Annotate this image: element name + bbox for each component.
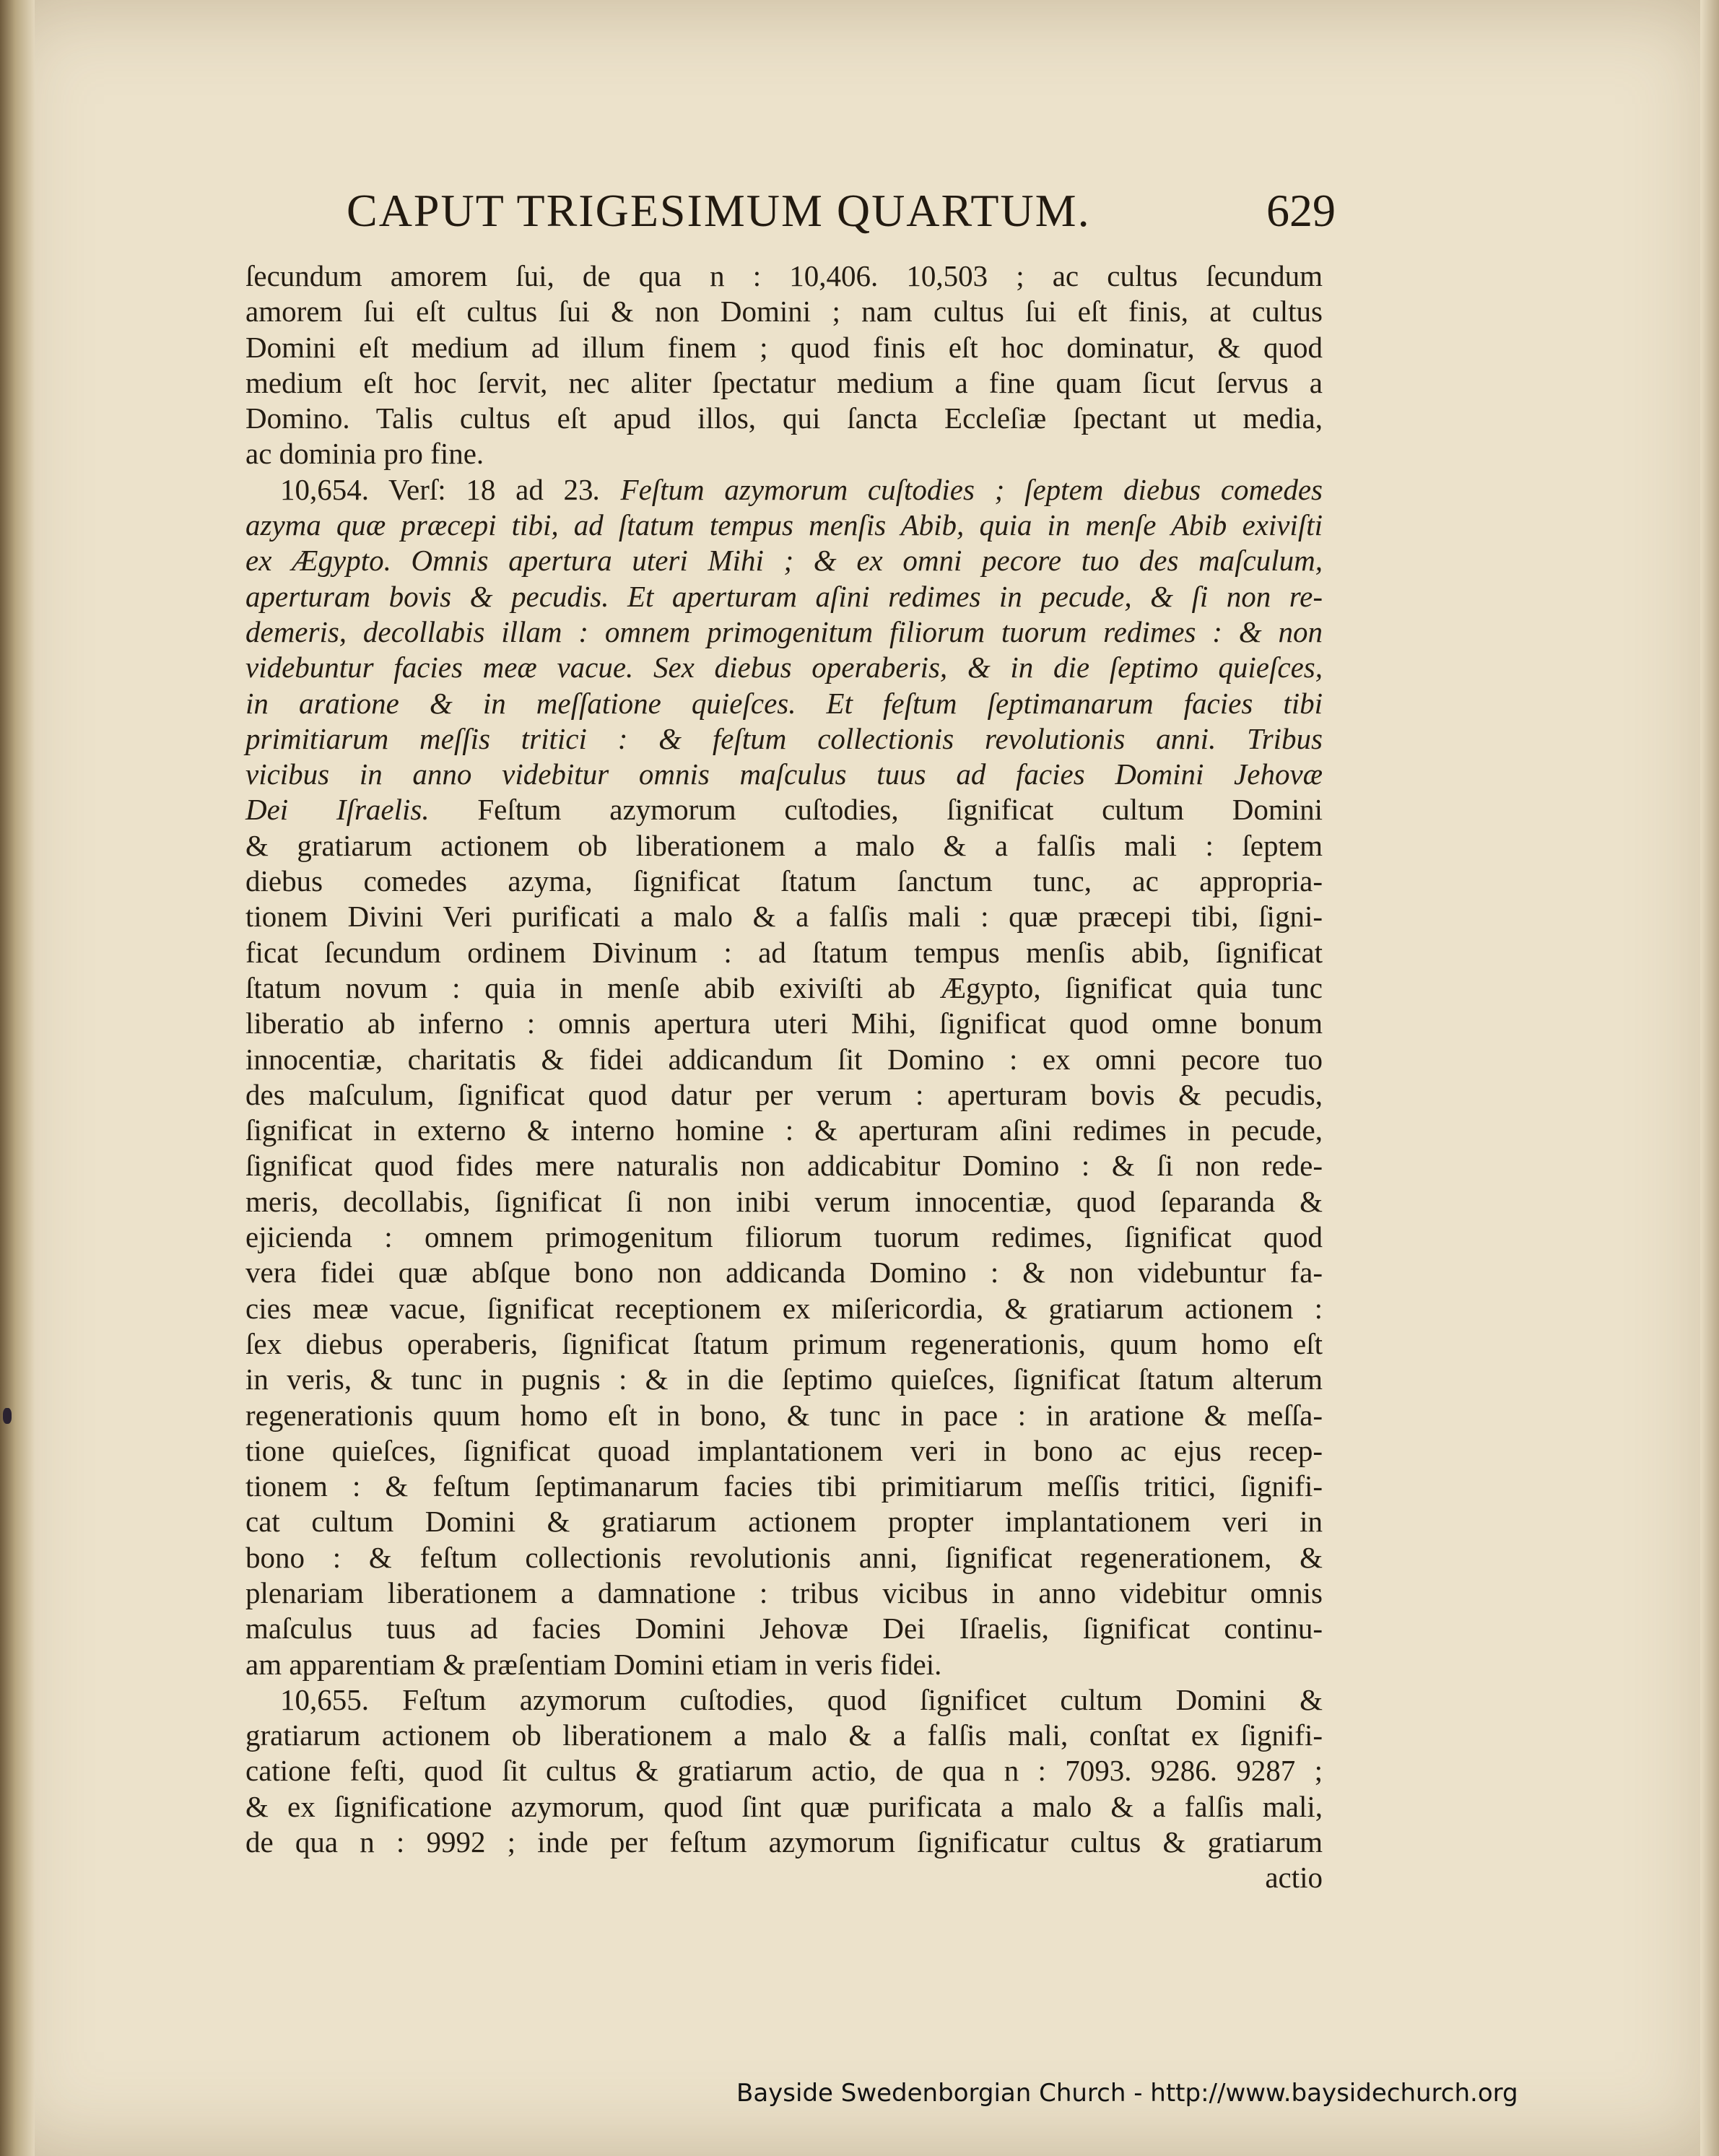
text-line: catione feſti, quod ſit cultus & gratiarum actio, de qua n : 7093. 9286. 9287 ;	[245, 1754, 1323, 1788]
text-line: plenariam liberationem a damnatione : tribus vicibus in anno videbitur omnis	[245, 1575, 1323, 1609]
text-line: ejicienda : omnem primogenitum filiorum tuorum redimes, ſignificat quod	[245, 1220, 1323, 1254]
text-line: ficat ſecundum ordinem Divinum : ad ſtatum tempus menſis abib, ſignificat	[245, 935, 1323, 969]
text-line: tionem : & feſtum ſeptimanarum facies tibi primitiarum meſſis tritici, ſignifi-	[245, 1469, 1323, 1503]
text-line: Domino. Talis cultus eſt apud illos, qui ſancta Eccleſiæ ſpectant ut media,	[245, 401, 1323, 435]
text-line: demeris, decollabis illam : omnem primogenitum filiorum tuorum redimes : & non	[245, 614, 1323, 648]
text-line: aperturam bovis & pecudis. Et aperturam aſini redimes in pecude, & ſi non re-	[245, 579, 1323, 613]
text-line: 10,655. Feſtum azymorum cuſtodies, quod ſignificet cultum Domini &	[280, 1682, 1323, 1716]
text-line: ſignificat in externo & interno homine : & aperturam aſini redimes in pecude,	[245, 1113, 1323, 1147]
text-line: ſignificat quod fides mere naturalis non addicabitur Domino : & ſi non rede-	[245, 1149, 1323, 1183]
text-line: de qua n : 9992 ; inde per feſtum azymorum ſignificatur cultus & gratiarum	[245, 1825, 1323, 1859]
chapter-title: CAPUT TRIGESIMUM QUARTUM.	[347, 185, 1091, 236]
text-line: & ex ſignificatione azymorum, quod ſint quæ purificata a malo & a falſis mali,	[245, 1789, 1323, 1823]
text-line: in veris, & tunc in pugnis : & in die ſeptimo quieſces, ſignificat ſtatum alterum	[245, 1362, 1323, 1396]
text-line: azyma quæ præcepi tibi, ad ſtatum tempus menſis Abib, quia in menſe Abib exiviſti	[245, 508, 1323, 542]
text-line: ex Ægypto. Omnis apertura uteri Mihi ; & ex omni pecore tuo des maſculum,	[245, 544, 1323, 578]
page-gutter-shadow	[0, 0, 35, 2156]
text-line: & gratiarum actionem ob liberationem a malo & a falſis mali : ſeptem	[245, 828, 1323, 862]
text-line: liberatio ab inferno : omnis apertura uteri Mihi, ſignificat quod omne bonum	[245, 1007, 1323, 1040]
text-line: tione quieſces, ſignificat quoad implantationem veri in bono ac ejus recep-	[245, 1433, 1323, 1467]
text-line: ſecundum amorem ſui, de qua n : 10,406. 10,503 ; ac cultus ſecundum	[245, 259, 1323, 292]
text-line: des maſculum, ſignificat quod datur per verum : aperturam bovis & pecudis,	[245, 1077, 1323, 1111]
page-edge	[1700, 0, 1719, 2156]
text-line: cat cultum Domini & gratiarum actionem propter implantationem veri in	[245, 1505, 1323, 1539]
text-line: regenerationis quum homo eſt in bono, & tunc in pace : in aratione & meſſa-	[245, 1398, 1323, 1432]
text-line: in aratione & in meſſatione quieſces. Et feſtum ſeptimanarum facies tibi	[245, 686, 1323, 720]
text-line: ſtatum novum : quia in menſe abib exiviſti ab Ægypto, ſignificat quia tunc	[245, 970, 1323, 1004]
text-line: Dei Iſraelis. Feſtum azymorum cuſtodies, ſignificat cultum Domini	[245, 793, 1323, 827]
text-line: maſculus tuus ad facies Domini Jehovæ Dei Iſraelis, ſignificat continu-	[245, 1612, 1323, 1646]
text-line: amorem ſui eſt cultus ſui & non Domini ; nam cultus ſui eſt finis, at cultus	[245, 295, 1323, 329]
text-line: innocentiæ, charitatis & fidei addicandum ſit Domino : ex omni pecore tuo	[245, 1042, 1323, 1076]
text-line: primitiarum meſſis tritici : & feſtum collectionis revolutionis anni. Tribus	[245, 721, 1323, 755]
text-line: Domini eſt medium ad illum finem ; quod finis eſt hoc dominatur, & quod	[245, 330, 1323, 364]
text-line: tionem Divini Veri purificati a malo & a falſis mali : quæ præcepi tibi, ſigni-	[245, 900, 1323, 934]
catchword: actio	[1265, 1861, 1323, 1895]
body-text	[245, 258, 1323, 1896]
text-line: gratiarum actionem ob liberationem a malo & a falſis mali, conſtat ex ſignifi-	[245, 1718, 1323, 1752]
text-line: bono : & feſtum collectionis revolutionis anni, ſignificat regenerationem, &	[245, 1540, 1323, 1574]
watermark-text: Bayside Swedenborgian Church - http://www.baysidechurch.org	[736, 2079, 1518, 2108]
running-header	[339, 184, 1336, 242]
text-line: ſex diebus operaberis, ſignificat ſtatum primum regenerationis, quum homo eſt	[245, 1326, 1323, 1360]
text-line: 10,654. Verſ: 18 ad 23. Feſtum azymorum cuſtodies ; ſeptem diebus comedes	[280, 472, 1323, 506]
text-line: meris, decollabis, ſignificat ſi non inibi verum innocentiæ, quod ſeparanda &	[245, 1184, 1323, 1218]
margin-ink-spot	[3, 1408, 12, 1424]
text-line: vera fidei quæ abſque bono non addicanda Domino : & non videbuntur fa-	[245, 1256, 1323, 1290]
text-line: videbuntur facies meæ vacue. Sex diebus operaberis, & in die ſeptimo quieſces,	[245, 651, 1323, 684]
text-line: am apparentiam & præſentiam Domini etiam in veris fidei.	[245, 1647, 942, 1681]
text-line: ac dominia pro fine.	[245, 437, 484, 471]
text-line: medium eſt hoc ſervit, nec aliter ſpectatur medium a fine quam ſicut ſervus a	[245, 365, 1323, 399]
text-line: diebus comedes azyma, ſignificat ſtatum ſanctum tunc, ac appropria-	[245, 864, 1323, 898]
text-line: vicibus in anno videbitur omnis maſculus tuus ad facies Domini Jehovæ	[245, 757, 1323, 791]
text-line: cies meæ vacue, ſignificat receptionem ex miſericordia, & gratiarum actionem :	[245, 1291, 1323, 1325]
page-number: 629	[1266, 185, 1336, 236]
